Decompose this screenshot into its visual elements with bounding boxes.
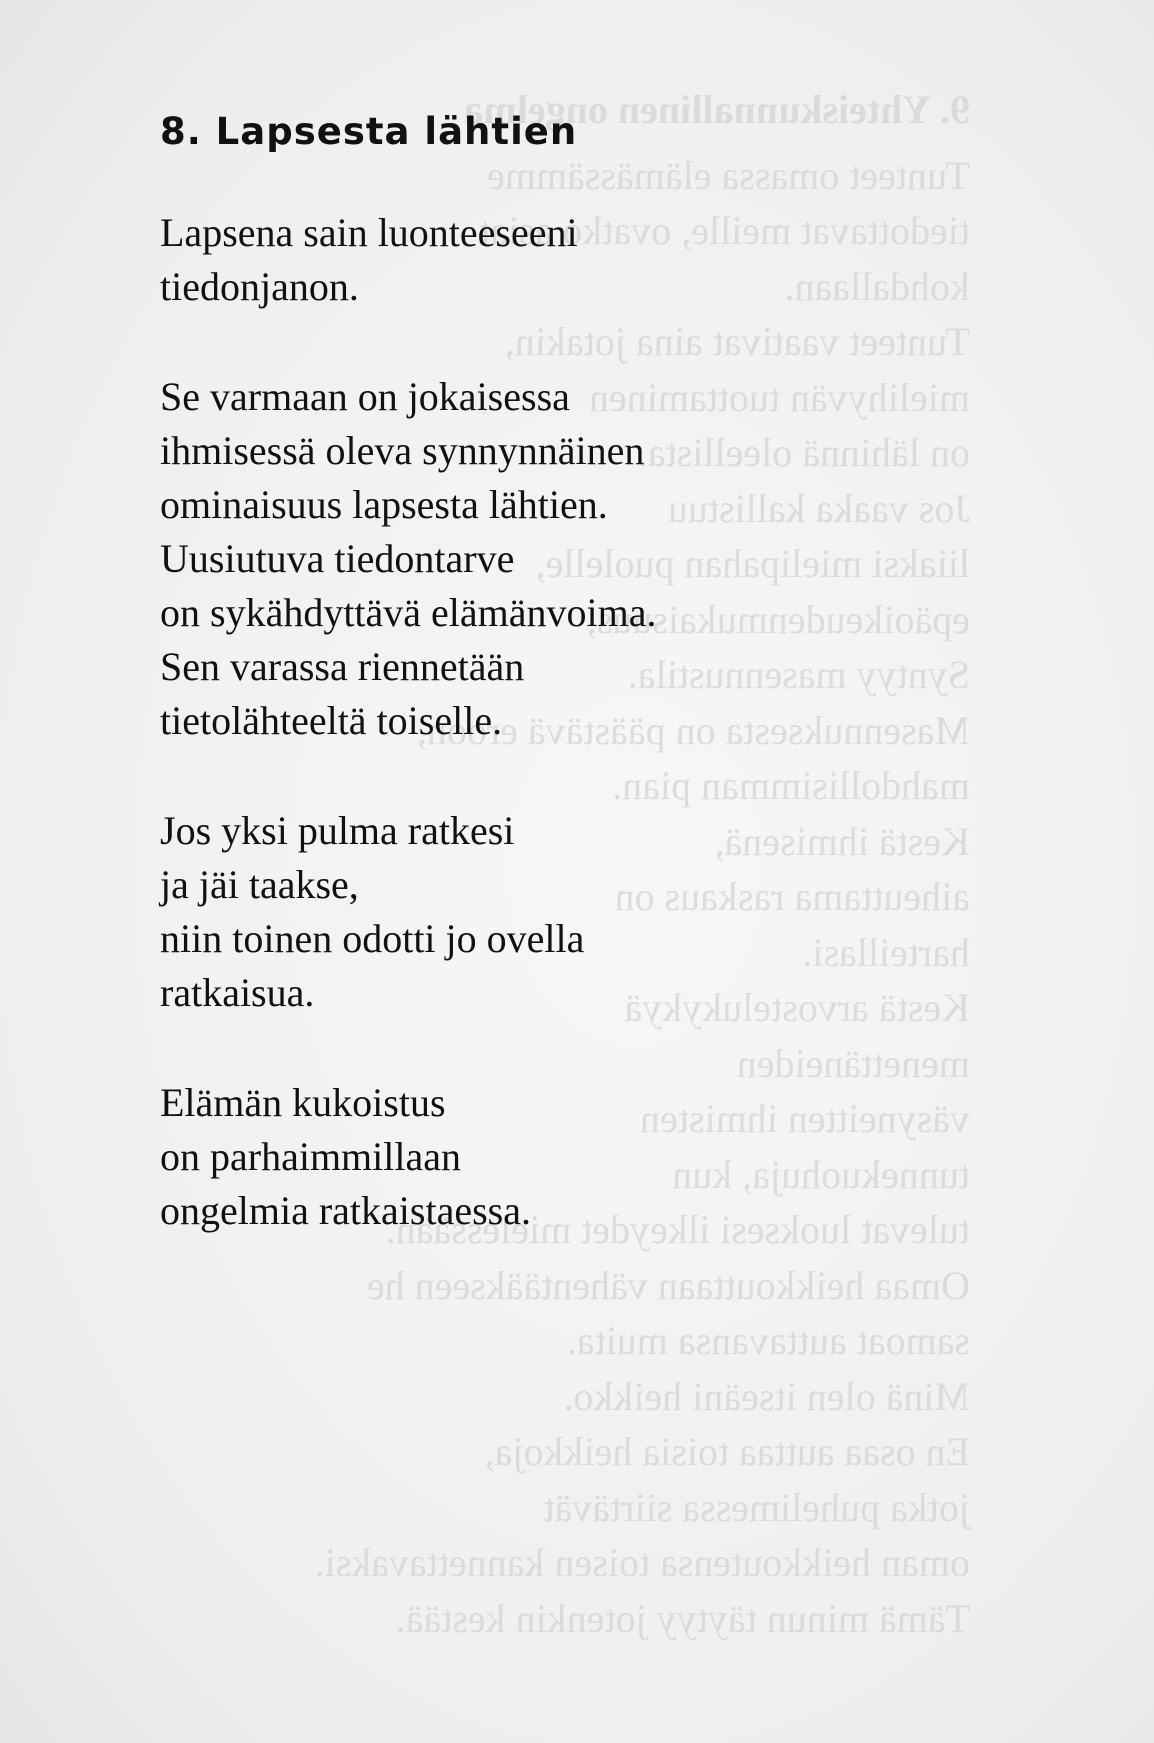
poem-line: Sen varassa riennetään <box>160 644 525 689</box>
poem-line: ongelmia ratkaistaessa. <box>160 1188 531 1233</box>
poem-line: on sykähdyttävä elämänvoima. <box>160 590 657 635</box>
bleed-through-line: tiedottavat meille, ovatko asiat <box>479 208 970 253</box>
poem-line: tiedonjanon. <box>160 264 359 309</box>
stanza <box>160 370 780 748</box>
poem-line: Lapsena sain luonteeseeni <box>160 210 578 255</box>
poem-line: Se varmaan on jokaisessa <box>160 374 570 419</box>
bleed-through-line: Omaa heikkouttaan vähentääkseen he <box>366 1262 970 1308</box>
bleed-through-line: Syntyy masennustila. <box>627 652 970 697</box>
bleed-through-line: Masennuksesta on päästävä eroon, <box>416 707 970 753</box>
bleed-through-line: Kestä ihmisenä, <box>714 818 970 864</box>
poem-line: Uusiutuva tiedontarve <box>160 536 515 581</box>
poem-line: ja jäi taakse, <box>160 862 359 907</box>
poem-line: ratkaisua. <box>160 970 315 1015</box>
poem-line: niin toinen odotti jo ovella <box>160 916 585 961</box>
bleed-through-line: kohdallaan. <box>784 263 970 309</box>
bleed-through-line: väsyneitten ihmisten <box>640 1096 970 1141</box>
poem-line: Elämän kukoistus <box>160 1080 446 1125</box>
bleed-through-line: tunnekuohuja, kun <box>672 1151 970 1197</box>
bleed-through-line: on lähinnä oleellista. <box>637 430 970 475</box>
stanza <box>160 804 780 1020</box>
stanza <box>160 1076 780 1238</box>
poem-line: Jos yksi pulma ratkesi <box>160 808 515 853</box>
bleed-through-line: En osaa auttaa toisia heikkoja, <box>484 1429 970 1474</box>
poem-line: ihmisessä oleva synnynnäinen <box>160 428 645 473</box>
poem <box>160 100 780 1294</box>
poem-line: ominaisuus lapsesta lähtien. <box>160 482 608 527</box>
bleed-through-title: 9. Yhteiskunnallinen ongelma <box>463 87 970 132</box>
poem-line: on parhaimmillaan <box>160 1134 462 1179</box>
bleed-through-line: epäoikeudenmukaisuus, <box>586 596 970 642</box>
bleed-through-line: Tunteet vaativat aina jotakin, <box>504 319 970 364</box>
bleed-through-line: jotka puhelimessa siirtävät <box>543 1484 970 1530</box>
bleed-through-line: Tunteet omassa elämässämme <box>487 152 970 198</box>
bleed-through-line: tulevat luoksesi ilkeydet mielessään. <box>385 1207 970 1252</box>
bleed-through-line: aiheuttama raskaus on <box>614 874 970 919</box>
bleed-through-line: samoat auttavansa muita. <box>566 1318 970 1363</box>
bleed-through-line: mahdollisimman pian. <box>612 763 970 808</box>
bleed-through-line: Minä olen itseäni heikko. <box>563 1373 970 1419</box>
stanza <box>160 206 780 314</box>
bleed-through-line: liiaksi mielipahan puolelle, <box>535 541 970 586</box>
bleed-through-line: Jos vaaka kallistuu <box>667 485 970 531</box>
poem-title: 8. Lapsesta lähtien <box>160 110 578 153</box>
bleed-through-line: Tämä minun täytyy jotenkin kestää. <box>395 1595 970 1641</box>
bleed-through-line: menettäneiden <box>736 1040 970 1086</box>
bleed-through-line: harteillasi. <box>802 929 970 975</box>
poem-line: tietolähteeltä toiselle. <box>160 698 503 743</box>
bleed-through-line: mielihyvän tuottaminen <box>588 374 970 420</box>
bleed-through-line: Kestä arvostelukykyä <box>624 985 970 1030</box>
bleed-through-line: oman heikkoutensa toisen kannettavaksi. <box>314 1540 970 1585</box>
